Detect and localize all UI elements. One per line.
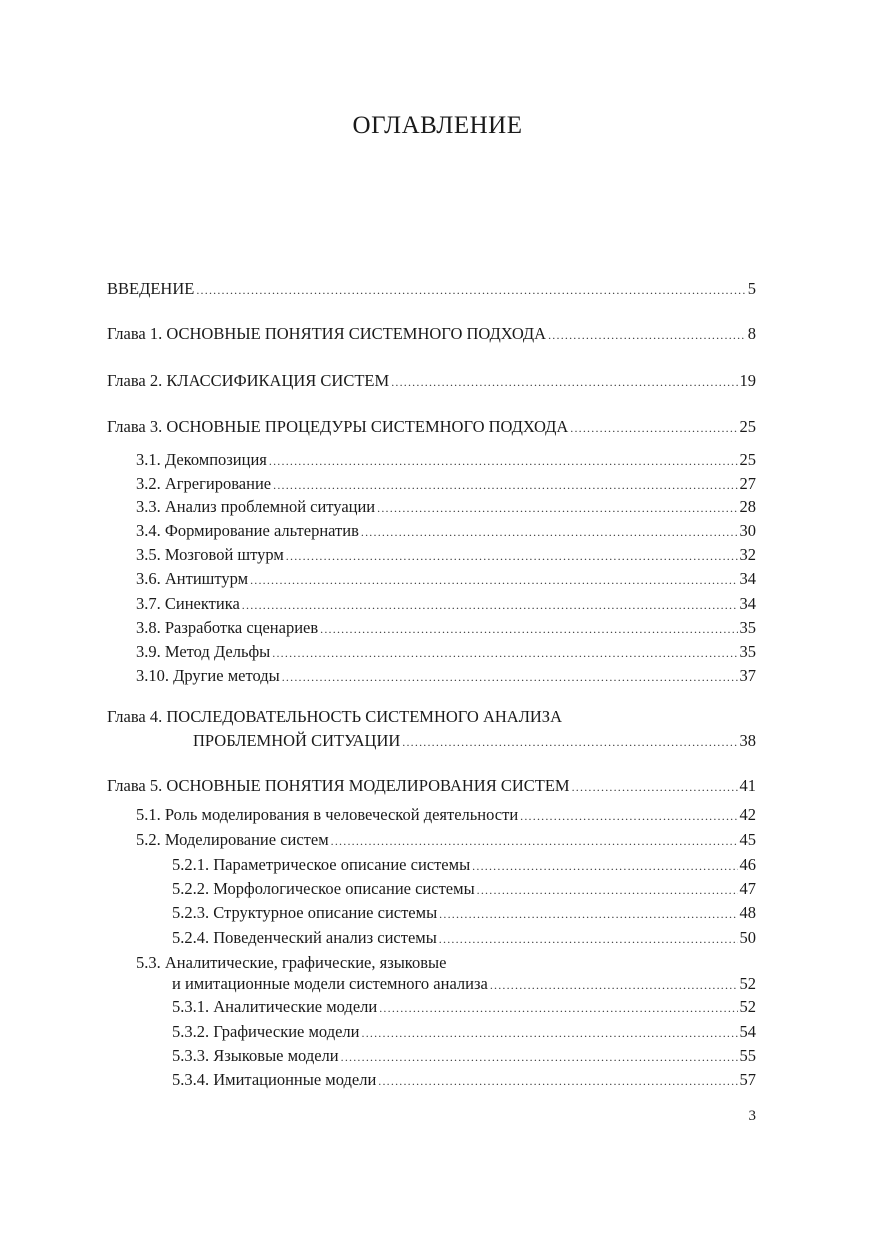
toc-entry-page: 50	[739, 928, 756, 947]
dot-leader	[490, 975, 738, 995]
toc-entry-page: 28	[739, 497, 756, 516]
toc-entry-label: 5.3.3. Языковые модели	[172, 1046, 339, 1065]
toc-entry-chapter-4[interactable]	[193, 731, 756, 751]
page-title: ОГЛАВЛЕНИЕ	[352, 112, 523, 139]
toc-entry-page: 35	[739, 642, 756, 661]
toc-entry-section-3-4[interactable]	[136, 521, 756, 541]
toc-entry-label: 3.6. Антиштурм	[136, 569, 249, 588]
dot-leader	[282, 667, 738, 687]
dot-leader	[391, 372, 737, 392]
dot-leader	[331, 831, 738, 851]
dot-leader	[269, 451, 738, 471]
toc-entry-page: 57	[739, 1070, 756, 1089]
toc-entry-page: 32	[739, 545, 756, 564]
dot-leader	[402, 732, 737, 752]
toc-entry-page: 8	[747, 324, 756, 343]
toc-entry-label: Глава 2. КЛАССИФИКАЦИЯ СИСТЕМ	[107, 371, 390, 390]
toc-entry-section-3-3[interactable]	[136, 497, 756, 517]
toc-entry-chapter-2[interactable]	[107, 371, 756, 391]
toc-entry-label: и имитационные модели системного анализа	[172, 974, 488, 993]
toc-entry-page: 42	[739, 805, 756, 824]
dot-leader	[477, 880, 738, 900]
toc-entry-intro[interactable]	[107, 279, 756, 299]
toc-entry-page: 54	[739, 1022, 756, 1041]
toc-entry-section-3-7[interactable]	[136, 594, 756, 614]
toc-entry-page: 34	[739, 594, 756, 613]
toc-entry-page: 5	[747, 279, 756, 298]
toc-entry-label: 3.5. Мозговой штурм	[136, 545, 284, 564]
toc-entry-label: 3.2. Агрегирование	[136, 474, 272, 493]
toc-entry-label: 3.9. Метод Дельфы	[136, 642, 271, 661]
toc-entry-page: 30	[739, 521, 756, 540]
toc-entry-label: 3.7. Синектика	[136, 594, 240, 613]
toc-entry-page: 41	[739, 776, 756, 795]
page-number: 3	[748, 1108, 756, 1124]
toc-entry-page: 46	[739, 855, 756, 874]
toc-entry-label: 5.3.4. Имитационные модели	[172, 1070, 377, 1089]
toc-entry-label: Глава 1. ОСНОВНЫЕ ПОНЯТИЯ СИСТЕМНОГО ПОДХОДА	[107, 324, 547, 343]
toc-entry-page: 48	[739, 903, 756, 922]
toc-entry-section-5-2-2[interactable]	[172, 879, 756, 899]
toc-entry-section-3-9[interactable]	[136, 642, 756, 662]
toc-entry-page: 45	[739, 830, 756, 849]
toc-entry-section-5-3[interactable]	[172, 974, 756, 994]
toc-entry-section-5-1[interactable]	[136, 805, 756, 825]
toc-entry-label: ВВЕДЕНИЕ	[107, 279, 195, 298]
dot-leader	[377, 498, 737, 518]
toc-entry-section-5-2-3[interactable]	[172, 903, 756, 923]
toc-entry-page: 27	[739, 474, 756, 493]
toc-entry-section-5-2-1[interactable]	[172, 855, 756, 875]
toc-entry-section-5-2-4[interactable]	[172, 928, 756, 948]
dot-leader	[379, 998, 737, 1018]
toc-entry-page: 52	[739, 997, 756, 1016]
toc-entry-page: 47	[739, 879, 756, 898]
toc-entry-label: 5.1. Роль моделирования в человеческой деятельности	[136, 805, 519, 824]
toc-entry-label: Глава 5. ОСНОВНЫЕ ПОНЯТИЯ МОДЕЛИРОВАНИЯ СИСТЕМ	[107, 776, 570, 795]
dot-leader	[196, 280, 745, 300]
toc-entry-page: 34	[739, 569, 756, 588]
toc-entry-label: ПРОБЛЕМНОЙ СИТУАЦИИ	[193, 731, 401, 750]
toc-entry-label: 3.3. Анализ проблемной ситуации	[136, 497, 376, 516]
toc-entry-page: 55	[739, 1046, 756, 1065]
dot-leader	[272, 643, 737, 663]
toc-entry-section-3-2[interactable]	[136, 474, 756, 494]
toc-entry-section-3-8[interactable]	[136, 618, 756, 638]
toc-entry-label: 5.2.4. Поведенческий анализ системы	[172, 928, 437, 947]
toc-entry-label: 3.8. Разработка сценариев	[136, 618, 319, 637]
dot-leader	[378, 1071, 737, 1091]
toc-entry-section-5-2[interactable]	[136, 830, 756, 850]
toc-entry-chapter-4-line1: Глава 4. ПОСЛЕДОВАТЕЛЬНОСТЬ СИСТЕМНОГО АНАЛИЗА	[107, 707, 562, 726]
dot-leader	[273, 475, 737, 495]
dot-leader	[570, 418, 737, 438]
toc-entry-label: Глава 3. ОСНОВНЫЕ ПРОЦЕДУРЫ СИСТЕМНОГО ПОДХОДА	[107, 417, 569, 436]
toc-entry-page: 19	[739, 371, 756, 390]
toc-entry-label: 5.3.1. Аналитические модели	[172, 997, 378, 1016]
toc-entry-chapter-1[interactable]	[107, 324, 756, 344]
toc-entry-page: 38	[739, 731, 756, 750]
dot-leader	[341, 1047, 738, 1067]
toc-entry-page: 37	[739, 666, 756, 685]
dot-leader	[250, 570, 737, 590]
dot-leader	[242, 595, 738, 615]
toc-entry-section-5-3-4[interactable]	[172, 1070, 756, 1090]
toc-entry-page: 35	[739, 618, 756, 637]
toc-entry-label: 5.2.1. Параметрическое описание системы	[172, 855, 471, 874]
toc-entry-label: 3.10. Другие методы	[136, 666, 280, 685]
dot-leader	[520, 806, 737, 826]
toc-entry-page: 25	[739, 450, 756, 469]
dot-leader	[472, 856, 737, 876]
toc-entry-section-3-1[interactable]	[136, 450, 756, 470]
toc-entry-section-5-3-1[interactable]	[172, 997, 756, 1017]
toc-entry-section-5-3-3[interactable]	[172, 1046, 756, 1066]
dot-leader	[320, 619, 737, 639]
toc-entry-section-5-3-2[interactable]	[172, 1022, 756, 1042]
dot-leader	[548, 325, 746, 345]
toc-entry-page: 52	[739, 974, 756, 993]
dot-leader	[439, 929, 738, 949]
toc-entry-chapter-5[interactable]	[107, 776, 756, 796]
toc-entry-label: 5.2.3. Структурное описание системы	[172, 903, 438, 922]
dot-leader	[439, 904, 737, 924]
toc-entry-label: 5.2. Моделирование систем	[136, 830, 329, 849]
dot-leader	[362, 1023, 738, 1043]
dot-leader	[572, 777, 738, 797]
toc-entry-page: 25	[739, 417, 756, 436]
toc-entry-label: 3.1. Декомпозиция	[136, 450, 267, 469]
toc-entry-chapter-3[interactable]	[107, 417, 756, 437]
toc-entry-section-5-3-line1: 5.3. Аналитические, графические, языковые	[136, 953, 447, 972]
toc-entry-label: 5.2.2. Морфологическое описание системы	[172, 879, 475, 898]
toc-entry-section-3-5[interactable]	[136, 545, 756, 565]
dot-leader	[286, 546, 738, 566]
toc-entry-section-3-10[interactable]	[136, 666, 756, 686]
toc-entry-label: 3.4. Формирование альтернатив	[136, 521, 359, 540]
toc-entry-label: 5.3.2. Графические модели	[172, 1022, 360, 1041]
dot-leader	[361, 522, 738, 542]
toc-entry-section-3-6[interactable]	[136, 569, 756, 589]
